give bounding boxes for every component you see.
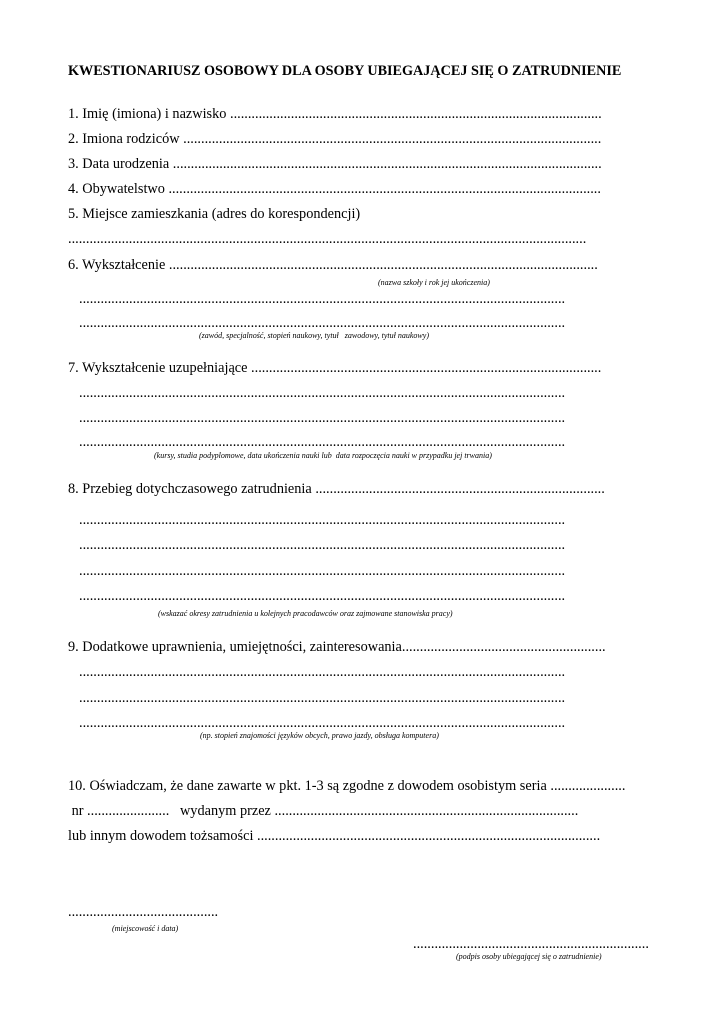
employment-line-1[interactable]: ........................................................................................................................................: [79, 512, 566, 528]
field-employment-history[interactable]: 8. Przebieg dotychczasowego zatrudnienia .................................................................................: [68, 481, 605, 497]
place-date-hint: (miejscowość i data): [112, 924, 179, 933]
page-title: KWESTIONARIUSZ OSOBOWY DLA OSOBY UBIEGAJĄCEJ SIĘ O ZATRUDNIENIE: [68, 63, 622, 79]
field-name[interactable]: 1. Imię (imiona) i nazwisko ........................................................................................................: [68, 106, 602, 122]
education-hint-profession: (zawód, specjalność, stopień naukowy, tytuł zawodowy, tytuł naukowy): [199, 331, 429, 340]
education-line-1[interactable]: ........................................................................................................................................: [79, 291, 566, 307]
additional-education-line-3[interactable]: ........................................................................................................................................: [79, 434, 566, 450]
signature-hint: (podpis osoby ubiegającej się o zatrudnienie): [456, 952, 602, 961]
field-address-line[interactable]: .................................................................................................................................................: [68, 231, 587, 247]
employment-hint: (wskazać okresy zatrudnienia u kolejnych pracodawców oraz zajmowane stanowiska pracy): [158, 609, 453, 618]
skills-line-1[interactable]: ........................................................................................................................................: [79, 664, 566, 680]
education-hint-school: (nazwa szkoły i rok jej ukończenia): [378, 278, 490, 287]
field-parents-names[interactable]: 2. Imiona rodziców .....................................................................................................................: [68, 131, 602, 147]
declaration-line-1[interactable]: 10. Oświadczam, że dane zawarte w pkt. 1-3 są zgodne z dowodem osobistym seria .....................: [68, 778, 626, 794]
place-date-line[interactable]: ..........................................: [68, 904, 219, 920]
skills-line-2[interactable]: ........................................................................................................................................: [79, 690, 566, 706]
field-education[interactable]: 6. Wykształcenie ........................................................................................................................: [68, 257, 598, 273]
skills-hint: (np. stopień znajomości języków obcych, prawo jazdy, obsługa komputera): [200, 731, 439, 740]
employment-line-2[interactable]: ........................................................................................................................................: [79, 537, 566, 553]
employment-line-3[interactable]: ........................................................................................................................................: [79, 563, 566, 579]
field-address-label: 5. Miejsce zamieszkania (adres do korespondencji): [68, 206, 361, 222]
field-citizenship[interactable]: 4. Obywatelstwo .........................................................................................................................: [68, 181, 601, 197]
field-birth-date[interactable]: 3. Data urodzenia ........................................................................................................................: [68, 156, 602, 172]
additional-education-line-2[interactable]: ........................................................................................................................................: [79, 410, 566, 426]
skills-line-3[interactable]: ........................................................................................................................................: [79, 715, 566, 731]
field-additional-skills[interactable]: 9. Dodatkowe uprawnienia, umiejętności, zainteresowania.........................................................: [68, 639, 606, 655]
additional-education-hint: (kursy, studia podyplomowe, data ukończenia nauki lub data rozpoczęcia nauki w przypadku jej trwania): [154, 451, 492, 460]
additional-education-line-1[interactable]: ........................................................................................................................................: [79, 385, 566, 401]
signature-line[interactable]: ..................................................................: [413, 936, 649, 952]
declaration-line-2[interactable]: nr ....................... wydanym przez .....................................................................................: [68, 803, 579, 819]
field-additional-education[interactable]: 7. Wykształcenie uzupełniające ..................................................................................................: [68, 360, 602, 376]
employment-line-4[interactable]: ........................................................................................................................................: [79, 588, 566, 604]
education-line-2[interactable]: ........................................................................................................................................: [79, 315, 566, 331]
declaration-line-3[interactable]: lub innym dowodem tożsamości ................................................................................................: [68, 828, 601, 844]
